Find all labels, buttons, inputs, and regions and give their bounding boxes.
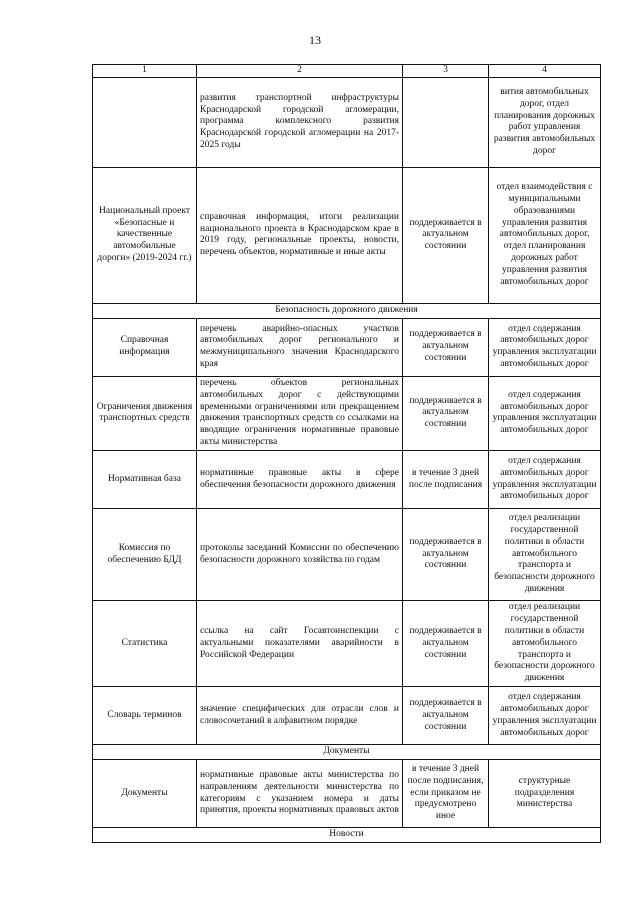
column-header: 4	[489, 65, 601, 78]
cell-col3: поддерживается в актуальном состоянии	[403, 601, 489, 687]
cell-col3: поддерживается в актуальном состоянии	[403, 318, 489, 376]
cell-col4: отдел взаимодействия с муниципальными образованиями управления развития автомобильных дорог, отдел планирования дорожных работ управления развития автомобильных дорог	[489, 167, 601, 303]
table-row	[93, 760, 601, 828]
cell-col2: значение специфических для отрасли слов и словосочетаний в алфавитном порядке	[197, 687, 403, 745]
cell-col1: Справочная информация	[93, 318, 197, 376]
table-row	[93, 509, 601, 601]
cell-col3: поддерживается в актуальном состоянии	[403, 376, 489, 450]
section-title: Документы	[93, 745, 601, 760]
column-header-row	[93, 65, 601, 78]
cell-col1	[93, 77, 197, 167]
cell-col4: отдел содержания автомобильных дорог управления эксплуатации автомобильных дорог	[489, 687, 601, 745]
page-number: 13	[309, 33, 321, 47]
cell-col2: ссылка на сайт Госавтоинспекции с актуальными показателями аварийности в Российской Федерации	[197, 601, 403, 687]
table-row	[93, 318, 601, 376]
cell-col1: Комиссия по обеспечению БДД	[93, 509, 197, 601]
cell-col4: вития автомобильных дорог, отдел планирования дорожных работ управления развития автомобильных дорог	[489, 77, 601, 167]
cell-col1: Статистика	[93, 601, 197, 687]
cell-col4: структурные подразделения министерства	[489, 760, 601, 828]
column-header: 2	[197, 65, 403, 78]
table-row	[93, 687, 601, 745]
section-row	[93, 828, 601, 843]
cell-col3: в течение 3 дней после подписания	[403, 451, 489, 509]
table-row	[93, 376, 601, 450]
cell-col4: отдел реализации государственной политики в области автомобильного транспорта и безопасности дорожного движения	[489, 509, 601, 601]
column-header: 1	[93, 65, 197, 78]
cell-col2: перечень объектов региональных автомобильных дорог с действующими временными ограничениями или прекращением движения транспортных средств со ссылками на вводящие ограничения нормативные правовые акты министерства	[197, 376, 403, 450]
section-row	[93, 303, 601, 318]
cell-col1: Словарь терминов	[93, 687, 197, 745]
table-row	[93, 601, 601, 687]
cell-col1: Национальный проект «Безопасные и качественные автомобильные дороги» (2019-2024 гг.)	[93, 167, 197, 303]
cell-col1: Ограничения движения транспортных средств	[93, 376, 197, 450]
cell-col1: Документы	[93, 760, 197, 828]
cell-col2: развития транспортной инфраструктуры Краснодарской городской агломерации, программа комплексного развития Краснодарской городской агломерации на 2017-2025 годы	[197, 77, 403, 167]
cell-col4: отдел реализации государственной политики в области автомобильного транспорта и безопасности дорожного движения	[489, 601, 601, 687]
content-table	[92, 64, 601, 843]
cell-col3	[403, 77, 489, 167]
table-row	[93, 451, 601, 509]
cell-col2: нормативные правовые акты министерства по направлениям деятельности министерства по категориям с указанием номера и даты принятия, проекты нормативных правовых актов	[197, 760, 403, 828]
cell-col4: отдел содержания автомобильных дорог управления эксплуатации автомобильных дорог	[489, 318, 601, 376]
cell-col2: протоколы заседаний Комиссии по обеспечению безопасности дорожного хозяйства по годам	[197, 509, 403, 601]
cell-col4: отдел содержания автомобильных дорог управления эксплуатации автомобильных дорог	[489, 376, 601, 450]
cell-col2: нормативные правовые акты в сфере обеспечения безопасности дорожного движения	[197, 451, 403, 509]
cell-col4: отдел содержания автомобильных дорог управления эксплуатации автомобильных дорог	[489, 451, 601, 509]
cell-col3: в течение 3 дней после подписания, если приказом не предусмотрено иное	[403, 760, 489, 828]
cell-col1: Нормативная база	[93, 451, 197, 509]
table-row	[93, 167, 601, 303]
section-row	[93, 745, 601, 760]
cell-col3: поддерживается в актуальном состоянии	[403, 687, 489, 745]
column-header: 3	[403, 65, 489, 78]
cell-col2: перечень аварийно-опасных участков автомобильных дорог регионального и межмуниципального значения Краснодарского края	[197, 318, 403, 376]
cell-col3: поддерживается в актуальном состоянии	[403, 167, 489, 303]
cell-col2: справочная информация, итоги реализации национального проекта в Краснодарском крае в 2019 году, региональные проекты, новости, перечень объектов, нормативные и иные акты	[197, 167, 403, 303]
section-title: Новости	[93, 828, 601, 843]
section-title: Безопасность дорожного движения	[93, 303, 601, 318]
table-row	[93, 77, 601, 167]
cell-col3: поддерживается в актуальном состоянии	[403, 509, 489, 601]
